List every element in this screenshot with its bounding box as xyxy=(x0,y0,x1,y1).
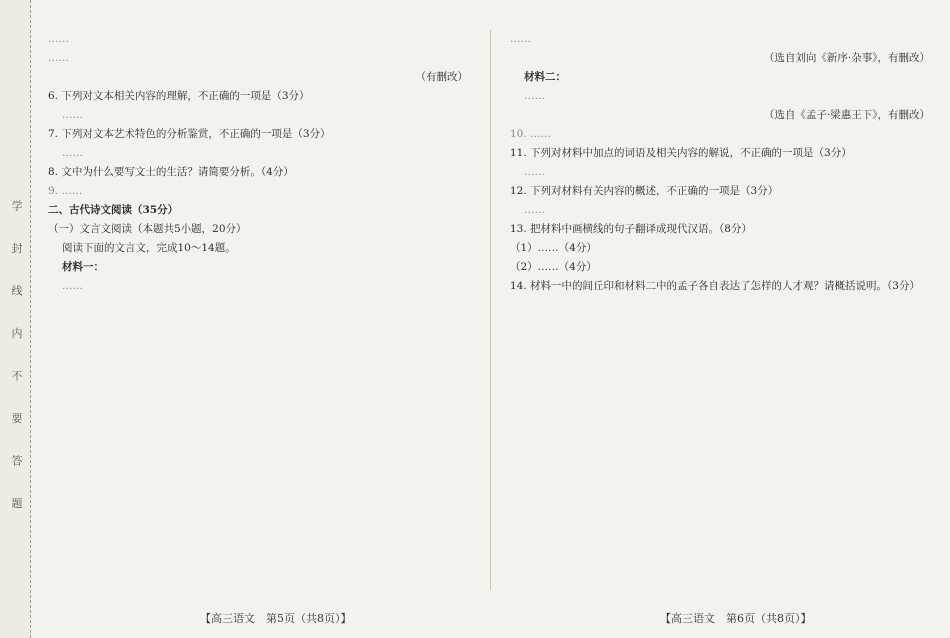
page-footer-left: 【高三语文 第5页（共8页）】 xyxy=(200,612,352,625)
column-divider xyxy=(490,30,491,590)
source-line: （选自《孟子·梁惠王下》，有删改） xyxy=(763,109,930,121)
section-heading: 二、古代诗文阅读（35分） xyxy=(48,204,179,216)
right-column xyxy=(510,30,930,590)
text-line: …… xyxy=(510,33,531,45)
material-label: 材料二： xyxy=(524,71,566,83)
text-line: …… xyxy=(62,147,83,159)
question-13-1: （1）……（4分） xyxy=(510,242,597,254)
text-line: …… xyxy=(524,204,545,216)
left-column xyxy=(48,30,468,590)
binding-notice: 学 封 线 内 不 要 答 题 xyxy=(10,200,23,523)
question-9: 9. …… xyxy=(48,185,83,197)
text-line: …… xyxy=(524,90,545,102)
text-line: …… xyxy=(62,109,83,121)
question-14: 14. 材料一中的闾丘印和材料二中的孟子各自表达了怎样的人才观？请概括说明。（3分） xyxy=(510,280,920,292)
question-8: 8. 文中为什么要写文士的生活？请简要分析。（4分） xyxy=(48,166,294,178)
question-12: 12. 下列对材料有关内容的概述，不正确的一项是（3分） xyxy=(510,185,779,197)
text-line: …… xyxy=(524,166,545,178)
material-label: 材料一： xyxy=(62,261,104,273)
page-footer-right: 【高三语文 第6页（共8页）】 xyxy=(660,612,812,625)
subsection-heading: （一）文言文阅读（本题共5小题，20分） xyxy=(48,223,247,235)
question-13: 13. 把材料中画横线的句子翻译成现代汉语。（8分） xyxy=(510,223,752,235)
question-7: 7. 下列对文本艺术特色的分析鉴赏，不正确的一项是（3分） xyxy=(48,128,331,140)
question-6: 6. 下列对文本相关内容的理解，不正确的一项是（3分） xyxy=(48,90,310,102)
question-13-2: （2）……（4分） xyxy=(510,261,597,273)
text-line: …… xyxy=(48,33,69,45)
source-line: （选自刘向《新序·杂事》，有删改） xyxy=(763,52,930,64)
text-line: …… xyxy=(62,280,83,292)
question-11: 11. 下列对材料中加点的词语及相关内容的解说，不正确的一项是（3分） xyxy=(510,147,852,159)
question-10: 10. …… xyxy=(510,128,552,140)
binding-margin xyxy=(0,0,31,638)
text-line: …… xyxy=(48,52,69,64)
instruction: 阅读下面的文言文，完成10～14题。 xyxy=(62,242,236,254)
source-line: （有删改） xyxy=(415,71,468,83)
